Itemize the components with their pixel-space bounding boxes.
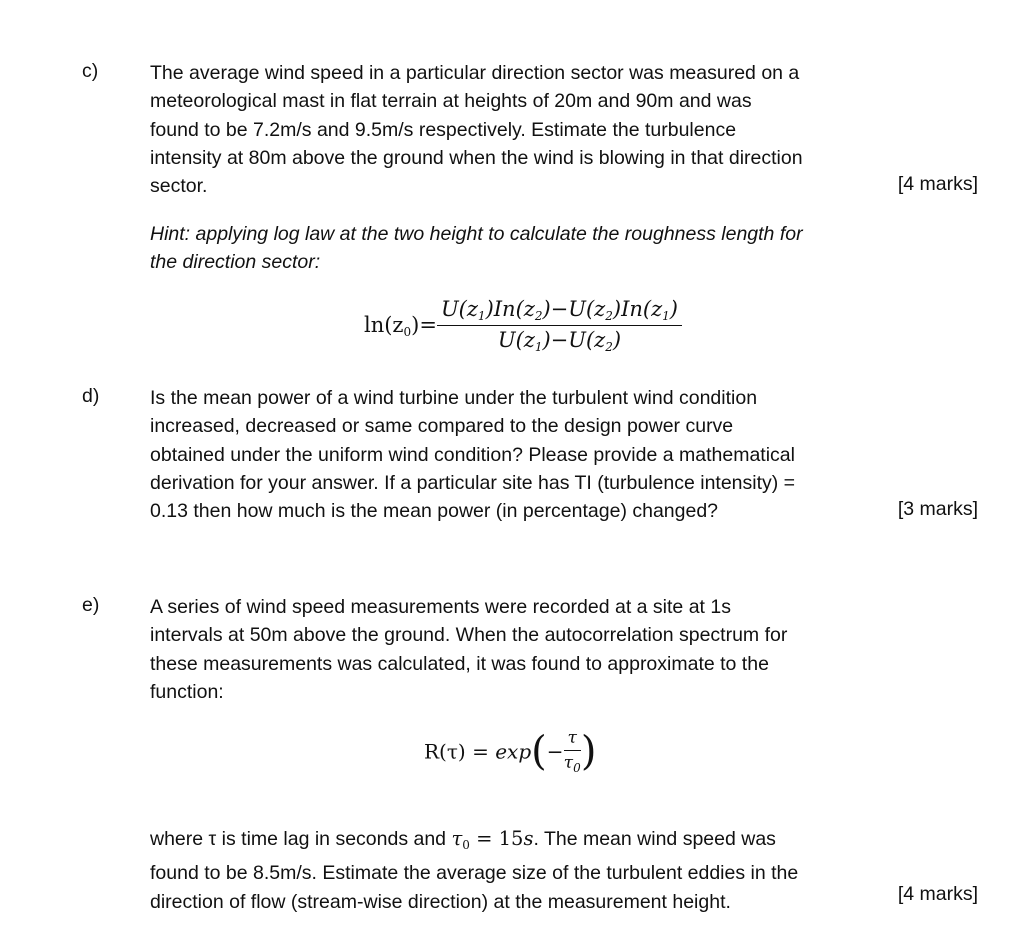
question-d-text	[150, 384, 890, 525]
question-e-after-line-2: found to be 8.5m/s. Estimate the average size of the turbulent eddies in the	[150, 862, 799, 885]
question-d-line-4: derivation for your answer. If a particular site has TI (turbulence intensity) =	[150, 471, 796, 494]
question-d-line-3: obtained under the uniform wind condition? Please provide a mathematical	[150, 443, 795, 466]
question-c-hint	[150, 220, 890, 277]
question-c-label: c)	[82, 60, 99, 82]
roughness-length-formula: $\ln(z_0)=$ $\frac{U(z_1)In(z_2)-U(z_2)In(z_1)}{U(z_1)-U(z_2)}$	[364, 297, 682, 354]
autocorrelation-formula: R(τ) = exp(− $\frac{\tau}{\tau_0}$ )	[424, 728, 597, 775]
question-e-line-1: A series of wind speed measurements were recorded at a site at 1s	[150, 596, 731, 618]
question-c-line-5: sector.	[150, 175, 208, 198]
formula-fraction	[437, 297, 682, 354]
question-c-line-1: The average wind speed in a particular direction sector was measured on a	[150, 62, 800, 84]
question-d-line-1: Is the mean power of a wind turbine under the turbulent wind condition	[150, 387, 758, 409]
hint-line-2: the direction sector:	[150, 251, 321, 274]
question-c-line-2: meteorological mast in flat terrain at heights of 20m and 90m and was	[150, 90, 752, 113]
question-c-text	[150, 59, 890, 200]
question-e-marks: [4 marks]	[897, 883, 978, 905]
question-e-line-4: function:	[150, 680, 224, 703]
formula-numerator: $U(z_1)In(z_2)-U(z_2)In(z_1)$	[437, 297, 682, 326]
question-d-line-5: 0.13 then how much is the mean power (in percentage) changed?	[150, 500, 719, 523]
question-c-line-3: found to be 7.2m/s and 9.5m/s respectively. Estimate the turbulence	[150, 118, 737, 141]
question-e-after-line-1: where τ is time lag in seconds and $\tau_0 = 15s$. The mean wind speed was	[150, 827, 776, 852]
question-c-marks: [4 marks]	[897, 173, 978, 195]
hint-line-1: Hint: applying log law at the two height to calculate the roughness length for	[150, 223, 803, 245]
question-d-label: d)	[82, 385, 100, 407]
exp-fraction: $\frac{\tau}{\tau_0}$	[563, 728, 581, 775]
question-e-continuation	[150, 825, 890, 916]
formula-denominator: $U(z_1)-U(z_2)$	[497, 328, 622, 354]
question-e-line-3: these measurements was calculated, it was found to approximate to the	[150, 652, 769, 675]
question-e-after-line-3: direction of flow (stream-wise direction) at the measurement height.	[150, 890, 731, 913]
question-e-text	[150, 593, 890, 706]
question-d-marks: [3 marks]	[897, 498, 978, 520]
question-e-line-2: intervals at 50m above the ground. When the autocorrelation spectrum for	[150, 624, 788, 647]
question-c-line-4: intensity at 80m above the ground when the wind is blowing in that direction	[150, 146, 803, 169]
question-d-line-2: increased, decreased or same compared to the design power curve	[150, 415, 734, 438]
question-e-label: e)	[82, 594, 100, 616]
